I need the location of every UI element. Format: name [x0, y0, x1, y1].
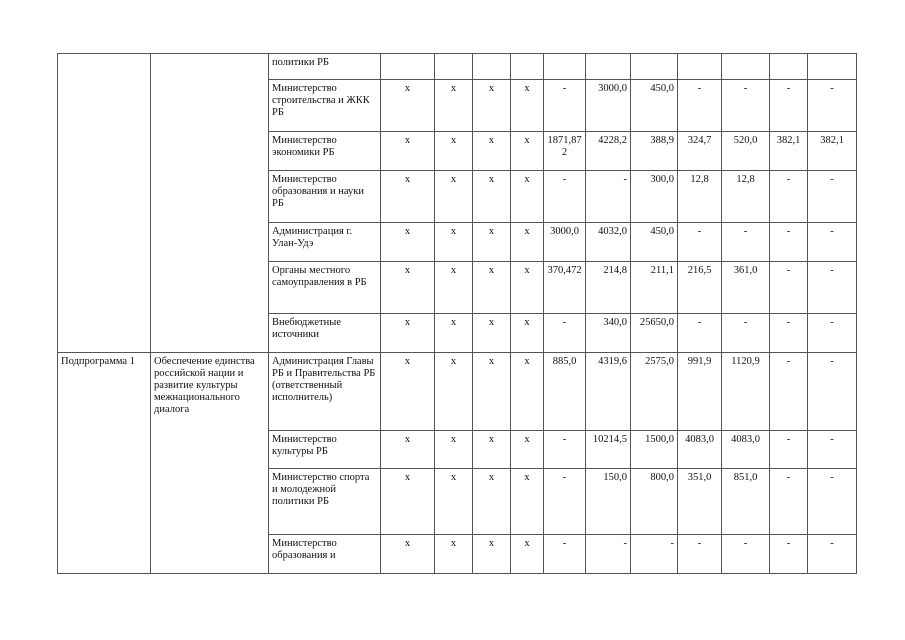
value-cell: x [381, 262, 435, 314]
executor-cell: Министерство культуры РБ [269, 431, 381, 469]
value-cell: - [770, 80, 808, 132]
value-cell: x [473, 314, 511, 353]
executor-cell: Министерство экономики РБ [269, 132, 381, 171]
value-cell: - [808, 535, 857, 574]
value-cell: - [770, 223, 808, 262]
program-cell [58, 54, 151, 353]
value-cell: - [808, 223, 857, 262]
value-cell [511, 54, 544, 80]
executor-cell: Органы местного самоуправления в РБ [269, 262, 381, 314]
value-cell: - [678, 80, 722, 132]
task-cell: Обеспечение единства российской нации и развитие культуры межнационального диалога [151, 353, 269, 574]
value-cell [544, 54, 586, 80]
value-cell: x [511, 469, 544, 535]
value-cell: x [473, 353, 511, 431]
value-cell: 370,472 [544, 262, 586, 314]
value-cell: 800,0 [631, 469, 678, 535]
table-row [58, 353, 857, 431]
value-cell: x [511, 262, 544, 314]
value-cell: - [544, 80, 586, 132]
executor-cell: Администрация Главы РБ и Правительства РБ (ответственный исполнитель) [269, 353, 381, 431]
value-cell [770, 54, 808, 80]
value-cell: - [808, 353, 857, 431]
value-cell: 4319,6 [586, 353, 631, 431]
value-cell: 4228,2 [586, 132, 631, 171]
value-cell: 214,8 [586, 262, 631, 314]
value-cell: - [544, 171, 586, 223]
table-row [58, 54, 857, 80]
value-cell: - [770, 262, 808, 314]
value-cell: - [544, 535, 586, 574]
value-cell: 520,0 [722, 132, 770, 171]
value-cell: x [435, 314, 473, 353]
executor-cell: Министерство строительства и ЖКК РБ [269, 80, 381, 132]
value-cell [678, 54, 722, 80]
task-cell [151, 54, 269, 353]
value-cell: x [381, 353, 435, 431]
value-cell: x [473, 535, 511, 574]
value-cell: x [511, 132, 544, 171]
value-cell: x [381, 314, 435, 353]
value-cell: 150,0 [586, 469, 631, 535]
value-cell: - [808, 80, 857, 132]
executor-cell: политики РБ [269, 54, 381, 80]
value-cell: - [544, 469, 586, 535]
value-cell: 361,0 [722, 262, 770, 314]
value-cell: x [435, 223, 473, 262]
budget-table [57, 53, 857, 574]
value-cell [631, 54, 678, 80]
value-cell: x [435, 171, 473, 223]
value-cell: - [808, 431, 857, 469]
value-cell: x [473, 431, 511, 469]
value-cell: 2575,0 [631, 353, 678, 431]
value-cell: 3000,0 [586, 80, 631, 132]
value-cell: - [722, 80, 770, 132]
value-cell: - [770, 171, 808, 223]
value-cell: - [678, 223, 722, 262]
value-cell: x [435, 535, 473, 574]
value-cell: - [808, 171, 857, 223]
value-cell: - [586, 535, 631, 574]
value-cell: - [808, 314, 857, 353]
value-cell [473, 54, 511, 80]
value-cell: 324,7 [678, 132, 722, 171]
value-cell: - [722, 223, 770, 262]
value-cell: - [770, 535, 808, 574]
value-cell: - [770, 314, 808, 353]
value-cell: - [722, 535, 770, 574]
value-cell: x [435, 262, 473, 314]
value-cell: x [435, 132, 473, 171]
value-cell: 4032,0 [586, 223, 631, 262]
value-cell: 10214,5 [586, 431, 631, 469]
value-cell: 12,8 [678, 171, 722, 223]
value-cell: 851,0 [722, 469, 770, 535]
value-cell: x [511, 314, 544, 353]
value-cell: x [473, 171, 511, 223]
value-cell: x [473, 132, 511, 171]
value-cell: - [808, 469, 857, 535]
value-cell [808, 54, 857, 80]
value-cell: x [511, 223, 544, 262]
value-cell: 3000,0 [544, 223, 586, 262]
value-cell: x [473, 469, 511, 535]
value-cell: x [511, 171, 544, 223]
value-cell: 4083,0 [722, 431, 770, 469]
value-cell: 340,0 [586, 314, 631, 353]
value-cell: - [678, 314, 722, 353]
program-cell: Подпрограмма 1 [58, 353, 151, 574]
value-cell: 1120,9 [722, 353, 770, 431]
executor-cell: Министерство образования и [269, 535, 381, 574]
value-cell: - [722, 314, 770, 353]
value-cell: - [770, 431, 808, 469]
value-cell: x [381, 80, 435, 132]
value-cell: 1500,0 [631, 431, 678, 469]
value-cell: x [381, 431, 435, 469]
value-cell: x [381, 223, 435, 262]
value-cell: x [511, 431, 544, 469]
value-cell: x [435, 353, 473, 431]
value-cell: 351,0 [678, 469, 722, 535]
value-cell: x [435, 80, 473, 132]
value-cell: 25650,0 [631, 314, 678, 353]
value-cell [381, 54, 435, 80]
value-cell: - [678, 535, 722, 574]
value-cell: - [770, 469, 808, 535]
executor-cell: Министерство спорта и молодежной политики РБ [269, 469, 381, 535]
value-cell: x [473, 223, 511, 262]
value-cell: 450,0 [631, 80, 678, 132]
value-cell: 211,1 [631, 262, 678, 314]
value-cell: x [511, 535, 544, 574]
value-cell: - [586, 171, 631, 223]
value-cell: x [473, 80, 511, 132]
value-cell: 216,5 [678, 262, 722, 314]
value-cell: x [435, 469, 473, 535]
executor-cell: Администрация г. Улан-Удэ [269, 223, 381, 262]
value-cell: x [381, 535, 435, 574]
value-cell: - [544, 431, 586, 469]
value-cell: 382,1 [770, 132, 808, 171]
value-cell: 450,0 [631, 223, 678, 262]
value-cell: x [381, 171, 435, 223]
value-cell: x [473, 262, 511, 314]
value-cell [722, 54, 770, 80]
value-cell [435, 54, 473, 80]
value-cell: 4083,0 [678, 431, 722, 469]
value-cell: x [511, 353, 544, 431]
value-cell: 1871,87 2 [544, 132, 586, 171]
value-cell: x [381, 469, 435, 535]
value-cell: - [808, 262, 857, 314]
table-body [58, 54, 857, 574]
value-cell: - [631, 535, 678, 574]
executor-cell: Внебюджетные источники [269, 314, 381, 353]
value-cell: - [544, 314, 586, 353]
value-cell: 300,0 [631, 171, 678, 223]
value-cell: x [381, 132, 435, 171]
value-cell [586, 54, 631, 80]
value-cell: 382,1 [808, 132, 857, 171]
executor-cell: Министерство образования и науки РБ [269, 171, 381, 223]
value-cell: 991,9 [678, 353, 722, 431]
value-cell: x [511, 80, 544, 132]
value-cell: x [435, 431, 473, 469]
value-cell: 12,8 [722, 171, 770, 223]
value-cell: 388,9 [631, 132, 678, 171]
value-cell: - [770, 353, 808, 431]
value-cell: 885,0 [544, 353, 586, 431]
